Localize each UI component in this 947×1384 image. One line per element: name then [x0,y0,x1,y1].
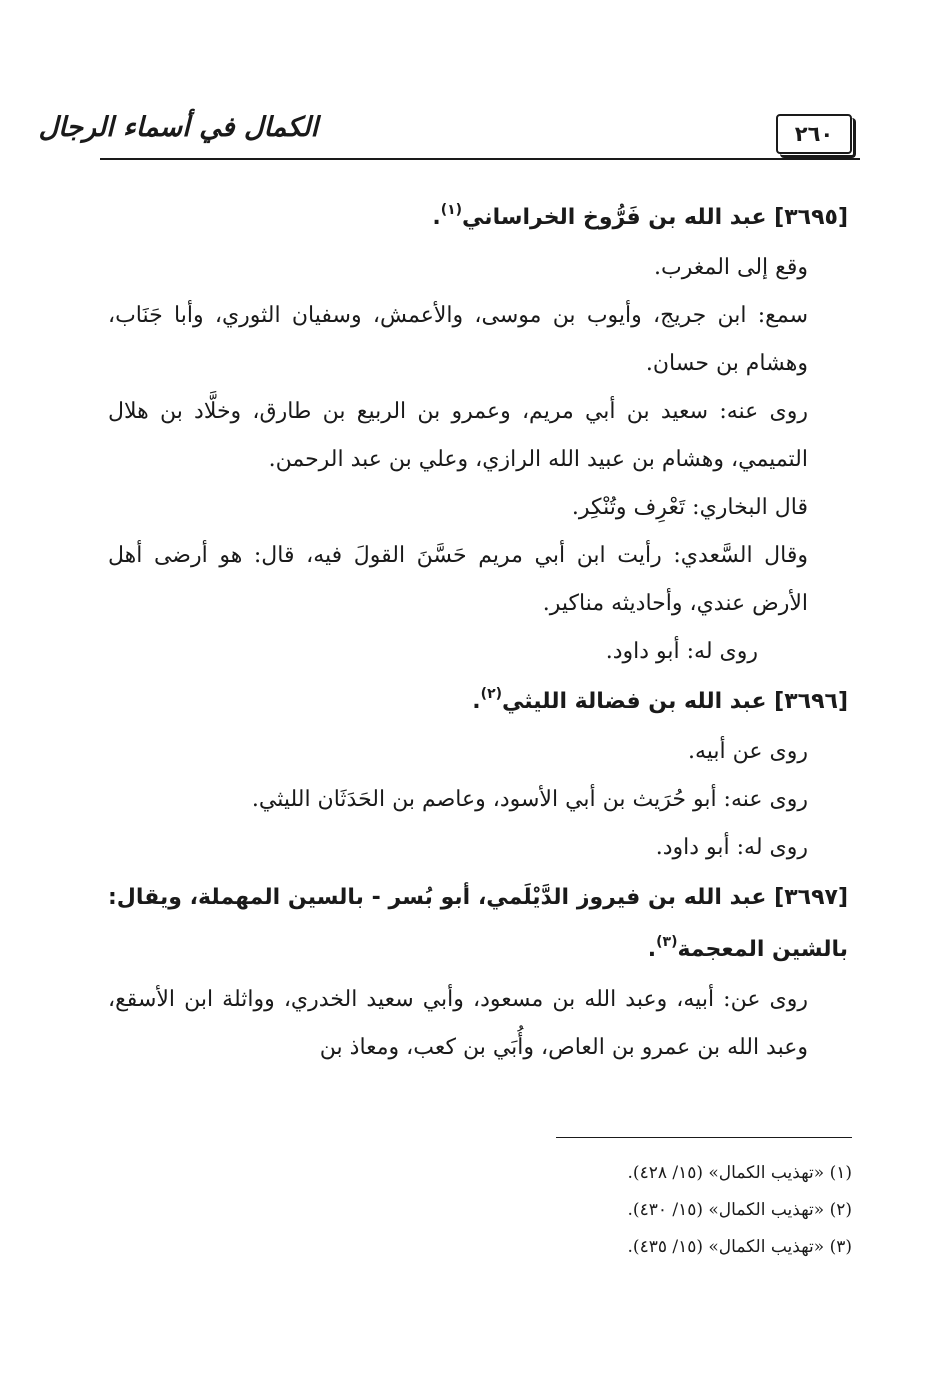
footnote-ref: (١) [440,201,463,218]
entry-heading [108,676,848,728]
entry-paragraph: روى عنه: سعيد بن أبي مريم، وعمرو بن الربيع بن طارق، وخلَّاد بن هلال التميمي، وهشام بن عبيد الله الرازي، وعلي بن عبد الرحمن. [108,399,808,472]
entry-paragraph: روى له: أبو داود. [655,835,808,860]
entry-paragraph: سمع: ابن جريج، وأيوب بن موسى، والأعمش، وسفيان الثوري، وأبا جَنَاب، وهشام بن حسان. [108,303,808,376]
book-title: الكمال في أسماء الرجال [38,112,318,143]
entry-paragraph: روى عن: أبيه، وعبد الله بن مسعود، وأبي سعيد الخدري، وواثلة ابن الأسقع، وعبد الله بن عمرو بن العاص، وأُبَي بن كعب، ومعاذ بن [108,987,808,1060]
entry-paragraph: روى له: أبو داود. [605,639,758,664]
page-body [108,192,848,1072]
footnote: (٣) «تهذيب الكمال» (١٥/ ٤٣٥). [627,1237,852,1257]
heading-end: . [647,937,657,962]
page-header [38,98,860,160]
entry-paragraph: وقع إلى المغرب. [654,255,808,280]
header-divider [100,158,860,160]
entry-paragraph: روى عنه: أبو حُرَيث بن أبي الأسود، وعاصم بن الحَدَثَان الليثي. [251,787,808,812]
entry-heading [108,872,848,976]
footnote: (١) «تهذيب الكمال» (١٥/ ٤٢٨). [627,1163,852,1183]
heading-end: . [432,205,441,230]
page-number: ٢٦٠ [776,114,852,154]
footnote-ref: (٢) [480,685,503,702]
entry-heading-text: [٣٦٩٦] عبد الله بن فضالة الليثي [502,689,848,714]
entry-heading [108,192,848,244]
entry-heading-text: [٣٦٩٥] عبد الله بن فَرُّوخ الخراساني [462,205,848,230]
entry-paragraph: روى عن أبيه. [688,739,808,764]
footnote-divider [556,1137,852,1138]
entry-paragraph: قال البخاري: تَعْرِف وتُنْكِر. [571,495,808,520]
footnote-ref: (٣) [656,933,678,950]
entry-paragraph: وقال السَّعدي: رأيت ابن أبي مريم حَسَّنَ القولَ فيه، قال: هو أرضى أهل الأرض عندي، وأحاديثه مناكير. [108,543,808,616]
entry-heading-text: [٣٦٩٧] عبد الله بن فيروز الدَّيْلَمي، أبو بُسر - بالسين المهملة، ويقال: بالشين المعجمة [108,885,848,962]
footnote: (٢) «تهذيب الكمال» (١٥/ ٤٣٠). [627,1200,852,1220]
footnotes [400,1155,852,1266]
heading-end: . [472,689,481,714]
